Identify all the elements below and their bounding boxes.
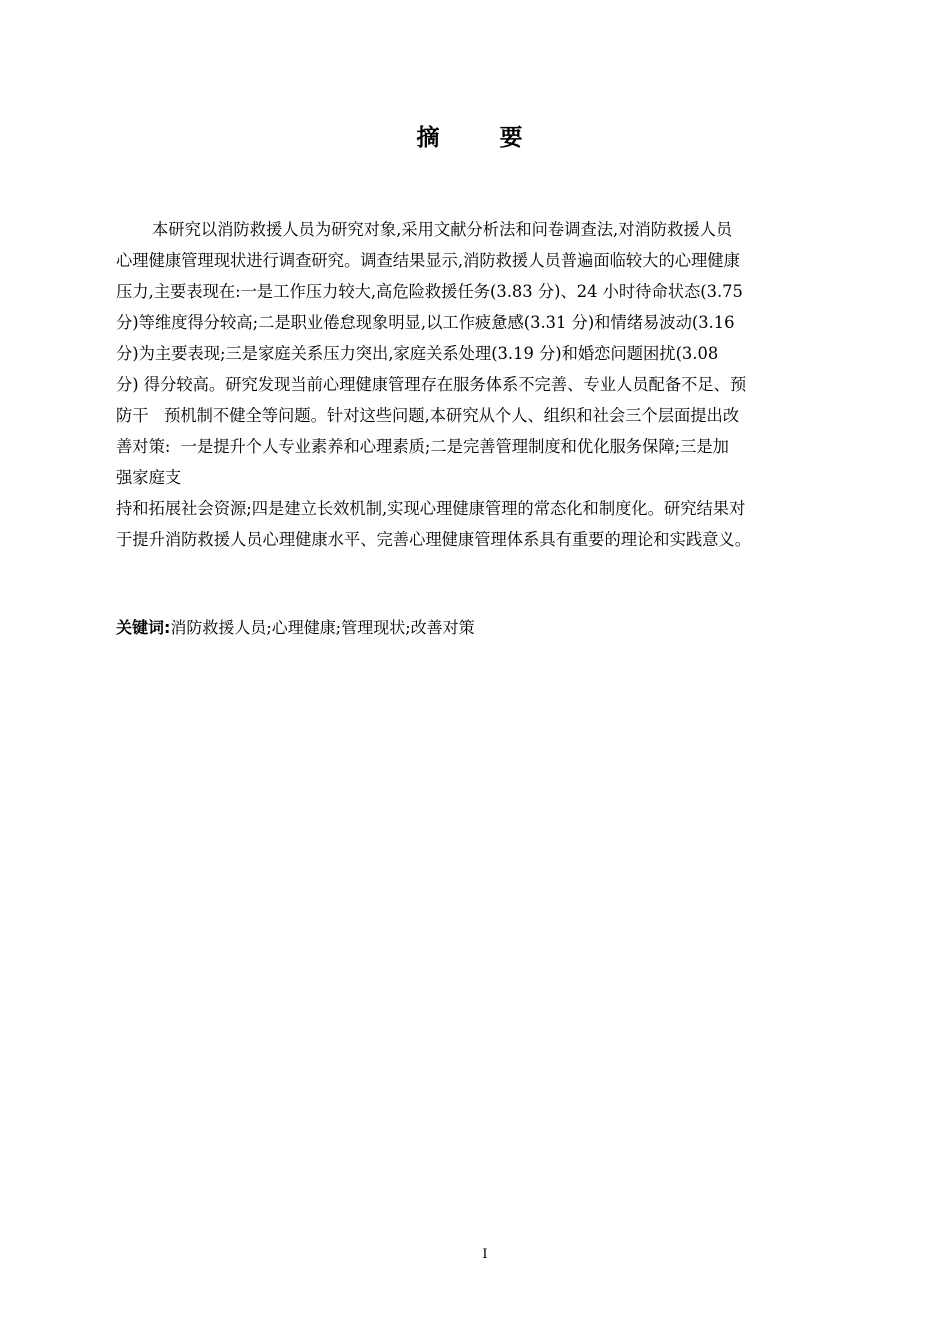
page-title: 摘 要: [416, 125, 549, 151]
abstract-line: 本研究以消防救援人员为研究对象,采用文献分析法和问卷调查法,对消防救援人员: [152, 220, 733, 239]
keywords-text: 消防救援人员;心理健康;管理现状;改善对策: [170, 618, 475, 637]
abstract-line: 强家庭支: [116, 468, 182, 487]
page-number: I: [482, 1247, 488, 1262]
keywords-line: [116, 614, 860, 642]
abstract-line: 持和拓展社会资源;四是建立长效机制,实现心理健康管理的常态化和制度化。研究结果对: [116, 499, 746, 518]
abstract-line: 分)为主要表现;三是家庭关系压力突出,家庭关系处理(3.19 分)和婚恋问题困扰(3.08: [116, 344, 719, 363]
abstract-line: 分) 得分较高。研究发现当前心理健康管理存在服务体系不完善、专业人员配备不足、预: [116, 375, 747, 394]
abstract-line: 压力,主要表现在:一是工作压力较大,高危险救援任务(3.83 分)、24 小时待命状态(3.75: [116, 282, 743, 301]
abstract-line: 防干 预机制不健全等问题。针对这些问题,本研究从个人、组织和社会三个层面提出改: [116, 406, 740, 425]
keywords-label: 关键词:: [116, 618, 171, 637]
abstract-body: [116, 214, 860, 555]
abstract-line: 善对策: 一是提升个人专业素养和心理素质;二是完善管理制度和优化服务保障;三是加: [116, 437, 729, 456]
abstract-line: 于提升消防救援人员心理健康水平、完善心理健康管理体系具有重要的理论和实践意义。: [116, 530, 751, 549]
abstract-line: 分)等维度得分较高;二是职业倦怠现象明显,以工作疲惫感(3.31 分)和情绪易波动(3.16: [116, 313, 735, 332]
abstract-line: 心理健康管理现状进行调查研究。调查结果显示,消防救援人员普遍面临较大的心理健康: [116, 251, 740, 270]
